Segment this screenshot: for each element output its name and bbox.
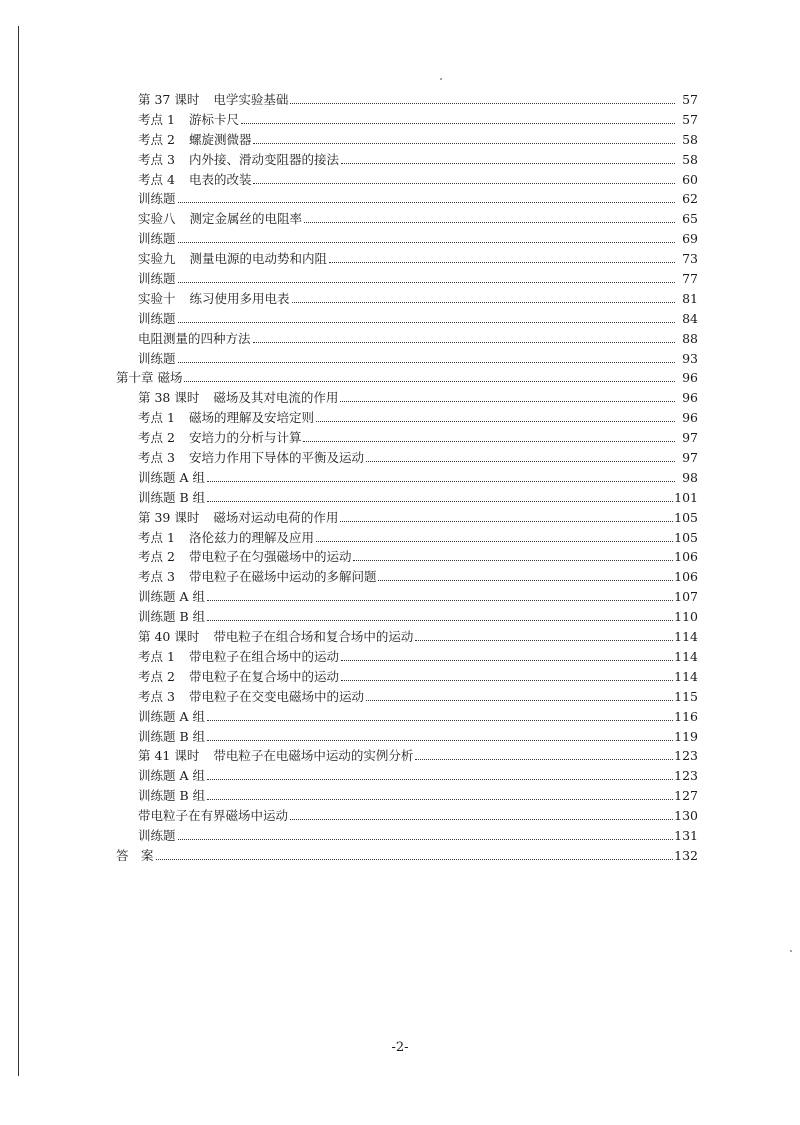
toc-page-number: 96 [681,388,698,408]
toc-entry[interactable] [0,448,800,468]
toc-entry-number: 第 38 课时 [138,390,200,406]
toc-entry-text: 螺旋测微器 [188,131,252,147]
toc-entry-number: 考点 2 [138,131,175,147]
toc-entry-title [138,388,339,408]
toc-entry-line [138,90,698,110]
dot-leader [353,547,675,561]
toc-entry[interactable] [0,468,800,488]
toc-entry-text: 训练题 [138,310,176,326]
toc-entry-text: 训练题 B 组 [138,728,206,744]
toc-entry-title [138,826,177,846]
toc-page-number: 131 [673,826,698,846]
toc-page-number: 123 [673,746,698,766]
toc-page-number: 57 [681,110,698,130]
toc-page-number: 97 [681,448,698,468]
toc-entry-number: 考点 3 [138,569,175,585]
toc-entry-number: 第 37 课时 [138,92,200,107]
toc-entry-title [138,567,377,587]
dot-leader [178,826,675,840]
toc-entry-text: 带电粒子在匀强磁场中的运动 [188,549,352,565]
dot-leader [378,567,675,581]
toc-page-number: 123 [673,766,698,786]
toc-entry-text: 第十章 磁场 [116,370,183,386]
dot-leader [341,647,675,661]
toc-entry-line [138,468,698,488]
toc-entry-line [116,846,698,866]
toc-entry-number: 考点 4 [138,171,175,187]
toc-page-number: 93 [681,349,698,369]
toc-entry-text: 训练题 [138,271,176,287]
dot-leader [366,448,675,462]
toc-entry-title [138,110,240,130]
toc-entry-line [138,766,698,786]
toc-entry-text: 内外接、滑动变阻器的接法 [188,151,339,167]
toc-entry-line [138,647,698,667]
dot-leader [415,627,675,641]
toc-entry-line [138,388,698,408]
toc-page-number: 84 [681,309,698,329]
toc-entry-title [138,170,252,190]
toc-entry[interactable] [0,567,800,587]
toc-entry[interactable] [0,687,800,707]
toc-page-number: 105 [673,528,698,548]
toc-entry-text: 安培力的分析与计算 [188,430,302,446]
toc-entry-line [138,289,698,309]
toc-entry-title [138,687,365,707]
toc-page-number: 132 [673,846,698,866]
toc-entry-text: 训练题 [138,827,176,843]
toc-page-number: 127 [673,786,698,806]
toc-entry-text: 训练题 A 组 [138,469,205,485]
toc-entry-title [138,786,206,806]
toc-entry-text: 训练题 B 组 [138,609,206,625]
toc-entry-number: 考点 2 [138,549,175,565]
toc-page-number: 96 [681,408,698,428]
dot-leader [341,150,675,164]
toc-entry-text: 带电粒子在磁场中运动的多解问题 [188,569,377,585]
toc-entry[interactable] [0,488,800,508]
toc-entry-title [138,667,340,687]
toc-entry-line [116,368,698,388]
toc-page-number: 119 [673,727,698,747]
toc-page-number: 81 [681,289,698,309]
toc-entry-line [138,806,698,826]
toc-entry-line [138,408,698,428]
toc-entry-title [138,746,414,766]
toc-entry-text: 训练题 [138,350,176,366]
toc-entry-line [138,428,698,448]
dot-leader [178,309,675,323]
toc-page-number: 88 [681,329,698,349]
toc-entry-line [138,448,698,468]
toc-page-number: 77 [681,269,698,289]
dot-leader [253,130,675,144]
toc-entry-text: 带电粒子在复合场中的运动 [188,668,339,684]
toc-page-number: 62 [681,189,698,209]
dot-leader [253,329,675,343]
dot-leader [178,229,675,243]
toc-page-number: 97 [681,428,698,448]
toc-entry[interactable] [0,209,800,229]
toc-page-number: 96 [681,368,698,388]
dot-leader [178,349,675,363]
toc-entry-text: 电表的改装 [188,171,252,187]
toc-entry-line [138,349,698,369]
toc-entry[interactable] [0,170,800,190]
toc-page-number: 65 [681,209,698,229]
toc-entry-text: 训练题 [138,191,176,207]
dot-leader [329,249,675,263]
toc-entry-number: 实验十 [138,290,176,306]
toc-entry-title [138,349,177,369]
toc-entry-title [138,269,177,289]
toc-page-number: 114 [673,647,698,667]
toc-entry-line [138,130,698,150]
toc-entry-line [138,667,698,687]
toc-entry-title [138,289,291,309]
toc-entry-text: 洛伦兹力的理解及应用 [188,529,314,545]
toc-page-number: 57 [681,90,698,110]
toc-entry-number: 考点 1 [138,648,175,664]
toc-entry-title [138,209,303,229]
toc-page-number: 107 [673,587,698,607]
toc-entry[interactable] [0,746,800,766]
dot-leader [290,90,675,104]
toc-entry-text: 训练题 B 组 [138,489,206,505]
toc-entry-line [138,627,698,647]
toc-page-number: 115 [673,687,698,707]
toc-entry[interactable] [0,826,800,846]
toc-entry-text: 带电粒子在交变电磁场中的运动 [188,688,364,704]
toc-page-number: 60 [681,170,698,190]
toc-entry-text: 答 案 [116,847,154,863]
toc-entry[interactable] [0,349,800,369]
toc-entry-line [138,587,698,607]
toc-entry[interactable] [0,587,800,607]
toc-entry[interactable] [0,329,800,349]
toc-entry-text: 电学实验基础 [213,92,289,107]
toc-entry[interactable] [0,309,800,329]
toc-entry-number: 考点 2 [138,668,175,684]
toc-entry-line [138,727,698,747]
toc-entry[interactable] [0,846,800,866]
toc-entry-title [138,150,340,170]
toc-entry-text: 带电粒子在电磁场中运动的实例分析 [213,748,414,764]
dot-leader [340,388,675,402]
toc-page-number: 73 [681,249,698,269]
toc-entry[interactable] [0,249,800,269]
toc-entry-title [138,408,315,428]
toc-entry-title [138,329,252,349]
dot-leader [304,209,675,223]
toc-entry-line [138,209,698,229]
toc-entry-line [138,528,698,548]
toc-entry-title [138,508,339,528]
toc-entry-line [138,488,698,508]
toc-entry[interactable] [0,269,800,289]
toc-entry-line [138,746,698,766]
toc-entry-number: 第 41 课时 [138,748,200,764]
toc-entry-line [138,508,698,528]
toc-entry-text: 训练题 A 组 [138,589,205,605]
dot-leader [207,468,675,482]
toc-entry[interactable] [0,368,800,388]
toc-entry-number: 考点 3 [138,450,175,466]
dot-leader [207,766,675,780]
dot-leader [303,428,675,442]
toc-entry[interactable] [0,408,800,428]
toc-entry-title [138,647,340,667]
toc-entry-line [138,309,698,329]
toc-entry[interactable] [0,90,800,110]
toc-entry-text: 带电粒子在有界磁场中运动 [138,808,289,824]
toc-entry-title [138,309,177,329]
toc-entry[interactable] [0,110,800,130]
toc-entry[interactable] [0,667,800,687]
dot-leader [156,846,675,860]
toc-entry-title [138,547,352,567]
toc-entry-number: 第 39 课时 [138,509,200,525]
dot-leader [316,408,675,422]
toc-page-number: 106 [673,547,698,567]
toc-entry[interactable] [0,627,800,647]
toc-entry[interactable] [0,528,800,548]
toc-entry-title [116,368,183,388]
toc-entry[interactable] [0,508,800,528]
dot-leader [241,110,675,124]
toc-entry-line [138,329,698,349]
toc-entry[interactable] [0,150,800,170]
toc-entry-text: 练习使用多用电表 [189,290,290,306]
toc-entry-title [138,90,289,110]
toc-page-number: 110 [673,607,698,627]
toc-entry[interactable] [0,786,800,806]
dot-leader [207,727,675,741]
toc-entry-number: 考点 2 [138,430,175,446]
toc-entry[interactable] [0,727,800,747]
dot-leader [207,607,675,621]
dot-leader [316,528,675,542]
toc-entry-text: 测量电源的电动势和内阻 [189,251,328,267]
toc-entry-text: 训练题 A 组 [138,708,205,724]
toc-entry[interactable] [0,289,800,309]
toc-page-number: 116 [673,707,698,727]
toc-entry-text: 安培力作用下导体的平衡及运动 [188,450,364,466]
toc-entry[interactable] [0,388,800,408]
toc-entry-title [138,806,289,826]
toc-entry-number: 第 40 课时 [138,629,200,645]
toc-entry-line [138,249,698,269]
toc-entry-line [138,269,698,289]
dot-leader [207,488,675,502]
toc-entry[interactable] [0,547,800,567]
toc-entry-line [138,110,698,130]
dot-leader [366,687,675,701]
dot-leader [178,269,675,283]
toc-page-number: 101 [673,488,698,508]
toc-entry-number: 考点 1 [138,529,175,545]
toc-entry-number: 考点 1 [138,111,175,127]
toc-page-number: 114 [673,667,698,687]
toc-entry-text: 磁场及其对电流的作用 [213,390,339,406]
dot-leader [292,289,675,303]
toc-entry-title [138,707,206,727]
toc-entry-line [138,229,698,249]
toc-entry[interactable] [0,607,800,627]
toc-entry-line [138,567,698,587]
toc-entry-line [138,786,698,806]
toc-entry-title [138,607,206,627]
toc-page-number: 58 [681,130,698,150]
toc-entry-text: 训练题 B 组 [138,788,206,804]
toc-entry-title [138,727,206,747]
toc-entry-text: 电阻测量的四种方法 [138,330,251,346]
toc-entry[interactable] [0,229,800,249]
toc-entry-line [138,707,698,727]
dot-leader [207,786,675,800]
toc-entry-number: 考点 1 [138,410,175,426]
toc-entry-title [138,130,252,150]
toc-entry-line [138,687,698,707]
toc-entry[interactable] [0,806,800,826]
dot-leader [341,667,675,681]
dot-leader [207,707,675,721]
dot-leader [178,189,675,203]
toc-entry-number: 考点 3 [138,151,175,167]
toc-entry-line [138,826,698,846]
dot-leader [415,746,675,760]
toc-entry-number: 考点 3 [138,688,175,704]
toc-entry-title [138,229,177,249]
toc-entry-title [138,488,206,508]
toc-entry-title [116,846,155,866]
toc-entry-title [138,627,414,647]
toc-entry-text: 磁场的理解及安培定则 [188,410,314,426]
toc-page-number: 69 [681,229,698,249]
dot-leader [340,508,675,522]
toc-entry-text: 带电粒子在组合场和复合场中的运动 [213,629,414,645]
toc-entry[interactable] [0,707,800,727]
toc-entry-title [138,468,206,488]
toc-entry-title [138,587,206,607]
toc-entry-title [138,428,302,448]
toc-entry-title [138,448,365,468]
toc-entry-text: 磁场对运动电荷的作用 [213,509,339,525]
dot-leader [290,806,675,820]
dot-leader [207,587,675,601]
toc-entry[interactable] [0,130,800,150]
toc-entry[interactable] [0,189,800,209]
toc-page-number: 105 [673,508,698,528]
toc-entry-line [138,547,698,567]
page-number-footer: -2- [391,1040,409,1055]
toc-entry-title [138,528,315,548]
toc-entry-text: 带电粒子在组合场中的运动 [188,648,339,664]
scan-speck [790,950,792,952]
toc-page-number: 58 [681,150,698,170]
toc-page-number: 98 [681,468,698,488]
toc-entry-title [138,189,177,209]
toc-entry-title [138,766,206,786]
table-of-contents [0,90,800,866]
toc-entry-number: 实验八 [138,211,176,227]
scan-speck [440,78,442,80]
toc-entry-number: 实验九 [138,251,176,267]
dot-leader [184,368,675,382]
toc-entry-text: 游标卡尺 [188,111,239,127]
dot-leader [253,170,675,184]
toc-entry-text: 训练题 A 组 [138,768,205,784]
toc-entry[interactable] [0,428,800,448]
toc-page-number: 106 [673,567,698,587]
toc-entry-line [138,150,698,170]
toc-entry-line [138,189,698,209]
toc-entry[interactable] [0,647,800,667]
toc-entry[interactable] [0,766,800,786]
toc-entry-text: 训练题 [138,231,176,247]
toc-entry-line [138,170,698,190]
toc-page-number: 130 [673,806,698,826]
toc-entry-line [138,607,698,627]
toc-entry-title [138,249,328,269]
toc-entry-text: 测定金属丝的电阻率 [189,211,303,227]
toc-page-number: 114 [673,627,698,647]
